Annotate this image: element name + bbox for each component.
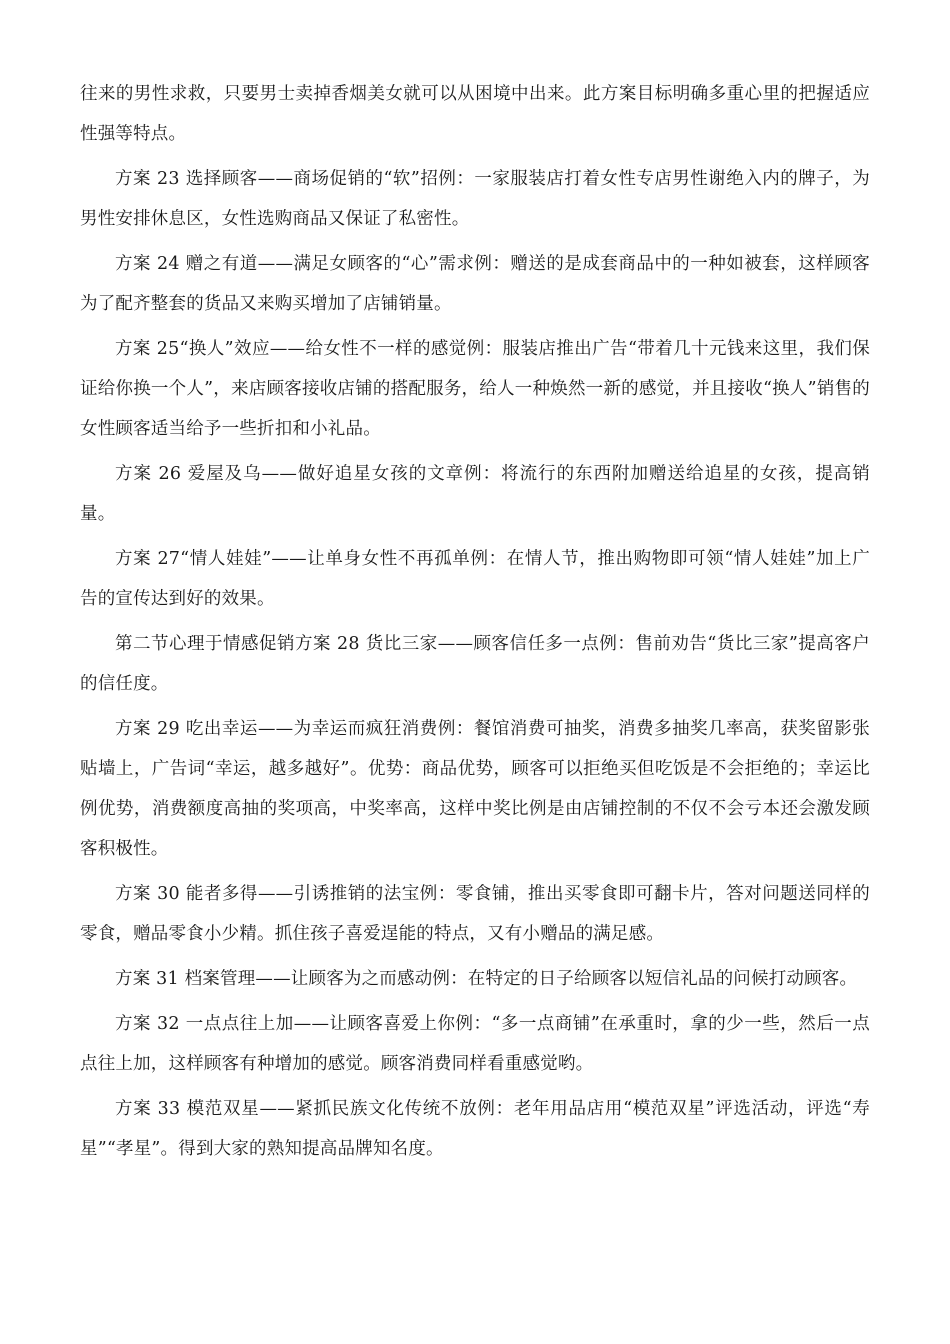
paragraph-3: 方案 24 赠之有道——满足女顾客的“心”需求例：赠送的是成套商品中的一种如被套，这样顾客为了配齐整套的货品又来购买增加了店铺销量。 bbox=[80, 254, 870, 314]
paragraph-6: 方案 27“情人娃娃”——让单身女性不再孤单例：在情人节，推出购物即可领“情人娃娃”加上广告的宣传达到好的效果。 bbox=[80, 549, 870, 609]
paragraph-7: 第二节心理于情感促销方案 28 货比三家——顾客信任多一点例：售前劝告“货比三家”提高客户的信任度。 bbox=[80, 634, 870, 694]
paragraph-9: 方案 30 能者多得——引诱推销的法宝例：零食铺，推出买零食即可翻卡片，答对问题送同样的零食，赠品零食小少精。抓住孩子喜爱逞能的特点，又有小赠品的满足感。 bbox=[80, 884, 870, 944]
paragraph-12: 方案 33 模范双星——紧抓民族文化传统不放例：老年用品店用“模范双星”评选活动，评选“寿星”“孝星”。得到大家的熟知提高品牌知名度。 bbox=[80, 1099, 870, 1159]
paragraph-8: 方案 29 吃出幸运——为幸运而疯狂消费例：餐馆消费可抽奖，消费多抽奖几率高，获奖留影张贴墙上，广告词“幸运，越多越好”。优势：商品优势，顾客可以拒绝买但吃饭是不会拒绝的；幸运比例优势，消费额度高抽的奖项高，中奖率高，这样中奖比例是由店铺控制的不仅不会亏本还会激发顾客积极性。 bbox=[80, 719, 870, 859]
paragraph-10: 方案 31 档案管理——让顾客为之而感动例：在特定的日子给顾客以短信礼品的问候打动顾客。 bbox=[115, 969, 858, 989]
document-page bbox=[80, 74, 870, 1174]
paragraph-11: 方案 32 一点点往上加——让顾客喜爱上你例：“多一点商铺”在承重时，拿的少一些，然后一点点往上加，这样顾客有种增加的感觉。顾客消费同样看重感觉哟。 bbox=[80, 1014, 870, 1074]
paragraph-5: 方案 26 爱屋及乌——做好追星女孩的文章例：将流行的东西附加赠送给追星的女孩，提高销量。 bbox=[80, 464, 870, 524]
paragraph-2: 方案 23 选择顾客——商场促销的“软”招例：一家服装店打着女性专店男性谢绝入内的牌子，为男性安排休息区，女性选购商品又保证了私密性。 bbox=[80, 169, 870, 229]
paragraph-4: 方案 25“换人”效应——给女性不一样的感觉例：服装店推出广告“带着几十元钱来这里，我们保证给你换一个人”，来店顾客接收店铺的搭配服务，给人一种焕然一新的感觉，并且接收“换人”销售的女性顾客适当给予一些折扣和小礼品。 bbox=[80, 339, 870, 439]
paragraph-1: 往来的男性求救，只要男士卖掉香烟美女就可以从困境中出来。此方案目标明确多重心里的把握适应性强等特点。 bbox=[80, 84, 870, 144]
